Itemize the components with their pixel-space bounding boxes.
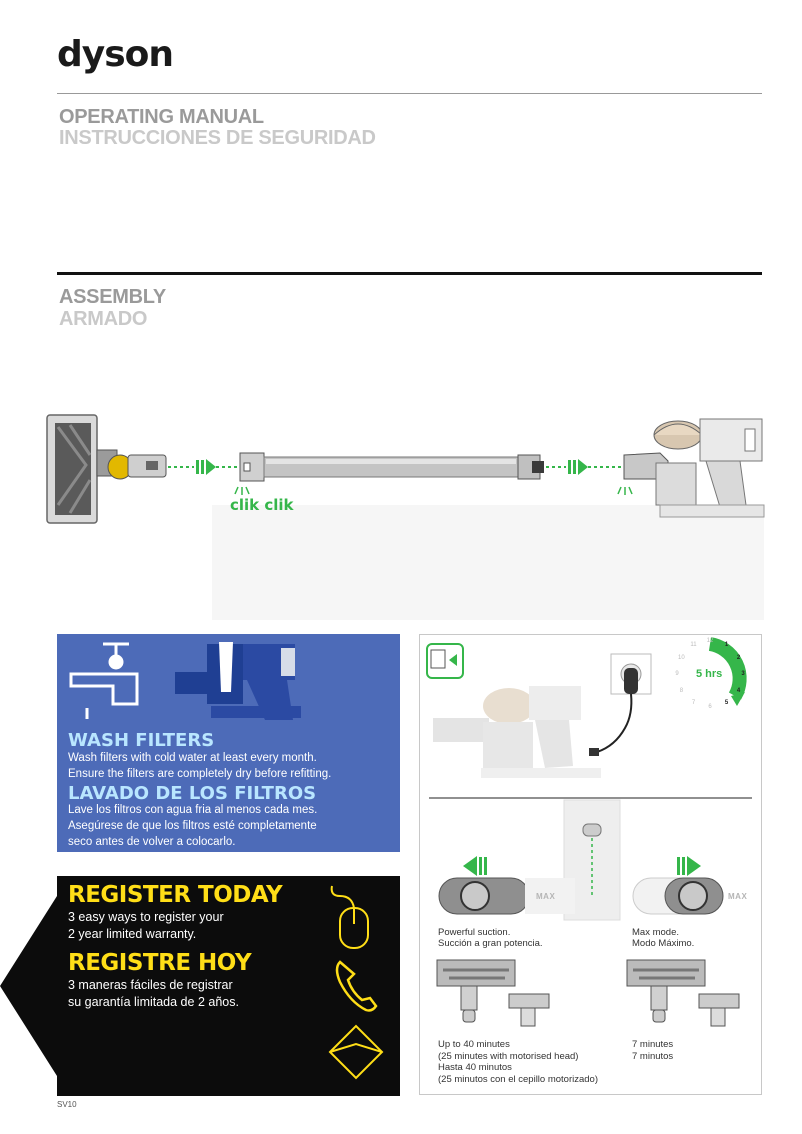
click-marks-icon (235, 487, 632, 495)
wash-text-es-2: Asegúrese de que los filtros esté completamente (68, 820, 317, 832)
wash-text-es-1: Lave los filtros con agua fria al menos cada mes. (68, 804, 318, 816)
filter-unit-icon (175, 642, 301, 720)
wand-tube-icon (240, 453, 544, 481)
arrow-left-icon (463, 856, 487, 876)
register-text-es-1: 3 maneras fáciles de registrar (68, 978, 233, 992)
register-panel (0, 876, 400, 1096)
charge-plug-icon (427, 644, 463, 678)
title-operating-manual: OPERATING MANUAL (59, 106, 264, 128)
title-instrucciones: INSTRUCCIONES DE SEGURIDAD (59, 127, 376, 149)
register-text-en-2: 2 year limited warranty. (68, 927, 197, 941)
runtime-left-4: (25 minutos con el cepillo motorizado) (438, 1074, 598, 1085)
clock-number: 1 (724, 642, 729, 649)
title-assembly: ASSEMBLY (59, 286, 166, 308)
runtime-left-2: (25 minutes with motorised head) (438, 1051, 579, 1062)
register-text-es-2: su garantía limitada de 2 años. (68, 995, 239, 1009)
clock-number: 2 (736, 654, 741, 661)
clock-number: 10 (678, 654, 685, 661)
arrow-right-icon-2 (568, 459, 588, 475)
title-armado: ARMADO (59, 308, 148, 330)
wash-illustration (57, 634, 400, 729)
clock-number: 4 (736, 687, 741, 694)
assembly-divider (57, 272, 762, 275)
clock-number: 7 (691, 699, 696, 706)
wall-socket-icon (589, 654, 651, 756)
click-label: clik clik (230, 496, 294, 514)
tool-icon-right (699, 994, 739, 1026)
faucet-icon (71, 644, 137, 719)
tool-icon-left (509, 994, 549, 1026)
switch-max-icon (633, 878, 723, 914)
floor-head-icon (47, 415, 166, 523)
charge-hours-label: 5 hrs (696, 668, 723, 680)
clock-number: 11 (690, 642, 697, 649)
clock-number: 3 (741, 671, 745, 677)
wash-title-en: WASH FILTERS (68, 730, 215, 751)
runtime-right-2: 7 minutos (632, 1051, 674, 1062)
model-code: SV10 (57, 1100, 77, 1109)
max-label-left: MAX (536, 892, 556, 901)
powerful-caption-en: Powerful suction. (438, 927, 511, 938)
clock-number: 8 (679, 687, 684, 694)
clock-number: 6 (708, 704, 712, 710)
runtime-right-1: 7 minutes (632, 1039, 674, 1050)
clock-number: 12 (706, 638, 714, 644)
register-title-es: REGISTRE HOY (68, 950, 252, 976)
assembly-shadow-panel (212, 505, 764, 620)
wash-text-en-2: Ensure the filters are completely dry before refitting. (68, 768, 332, 780)
handheld-vacuum-icon (624, 419, 764, 517)
max-caption-en: Max mode. (632, 927, 679, 938)
motorised-head-icon-right (627, 960, 705, 1022)
powerful-caption-es: Succión a gran potencia. (438, 938, 543, 949)
register-text-en-1: 3 easy ways to register your (68, 910, 224, 924)
runtime-left-1: Up to 40 minutes (438, 1039, 510, 1050)
motorised-head-icon-left (437, 960, 515, 1022)
max-label-right: MAX (728, 892, 748, 901)
wash-text-es-3: seco antes de volver a colocarlo. (68, 836, 236, 848)
charging-vacuum-icon (433, 686, 601, 778)
arrow-right-icon-1 (196, 459, 216, 475)
clock-number: 5 (724, 699, 729, 706)
max-caption-es: Modo Máximo. (632, 938, 695, 949)
runtime-left-3: Hasta 40 minutos (438, 1062, 512, 1073)
clock-number: 9 (675, 671, 679, 677)
wash-filters-panel (57, 634, 400, 852)
assembly-illustration (0, 405, 802, 620)
charging-and-modes-box (419, 634, 762, 1095)
wash-text-en-1: Wash filters with cold water at least every month. (68, 752, 317, 764)
dyson-logo: dyson (57, 34, 174, 75)
header-divider (57, 93, 762, 94)
register-title-en: REGISTER TODAY (68, 882, 283, 908)
wash-title-es: LAVADO DE LOS FILTROS (68, 783, 317, 804)
arrow-right-icon (677, 856, 701, 876)
